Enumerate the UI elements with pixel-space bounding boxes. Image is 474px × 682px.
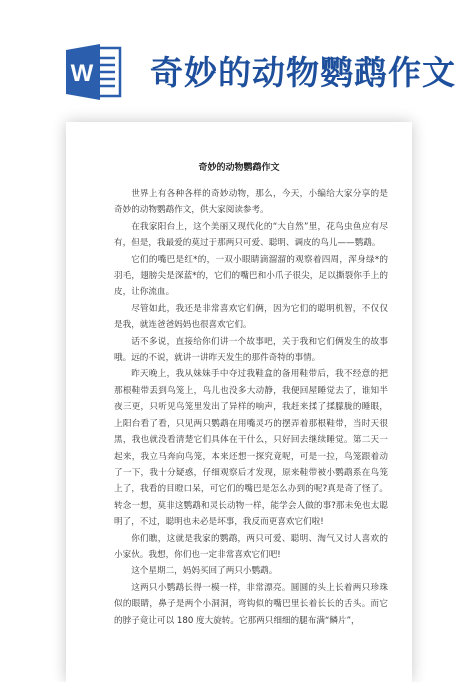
- logo-letter: W: [70, 60, 94, 87]
- paragraph: 这个星期二，妈妈买回了两只小鹦鹉。: [131, 566, 278, 577]
- banner: [0, 0, 474, 120]
- paragraph: 在我家阳台上，这个美丽又现代化的“大自然”里，花鸟虫鱼应有尽有，但是，我最爱的莫过于那两只可爱、聪明、调皮的鸟儿——鹦鹉。: [114, 221, 388, 249]
- document-page: [66, 122, 412, 682]
- paragraph: 这两只小鹦鹉长得一模一样，非常漂亮。圆圆的头上长着两只珍珠似的眼睛，鼻子是两个小洞洞，弯钩似的嘴巴里长着长长的舌头。而它的脖子竟让可以 180 度大旋转。它那两只细细的腿布满“鳞片”，: [114, 582, 388, 626]
- paragraph: 尽管如此，我还是非常喜欢它们俩，因为它们的聪明机智，不仅仅是我，就连爸爸妈妈也很喜欢它们。: [114, 303, 388, 331]
- paragraph: 它们的嘴巴是红*的，一双小眼睛滴溜溜的观察着四周，浑身绿*的羽毛，翅膀尖是深蓝*的，它们的嘴巴和小爪子很尖，足以撕裂你手上的皮，让你流血。: [114, 254, 388, 298]
- paragraph: 世界上有各种各样的奇妙动物，那么，今天，小编给大家分享的是奇妙的动物鹦鹉作文，供大家阅读参考。: [114, 189, 388, 216]
- paragraph: 话不多说，直接给你们讲一个故事吧，关于我和它们俩发生的故事哦。远的不说，就讲一讲昨天发生的那件奇特的事情。: [114, 336, 388, 364]
- paragraph: 你们瞧，这就是我家的鹦鹉，两只可爱、聪明、淘气又讨人喜欢的小家伙。我想，你们也一定非常喜欢它们吧!: [114, 533, 388, 560]
- document-body: [114, 186, 388, 629]
- paragraph: 昨天晚上，我从妹妹手中夺过我鞋盒的备用鞋带后，我不经意的把那根鞋带丢到鸟笼上，鸟儿也没多大动静，我便回屋睡觉去了，谁知半夜三更，只听见鸟笼里发出了异样的响声，我赶来揉了揉朦胧的睡眼，上阳台看了看，只见两只鹦鹉在用嘴灵巧的摆弄着那根鞋带，当时天很黑，我也就没看清楚它们具体在干什么，只好回去继续睡觉。第二天一起来，我立马奔向鸟笼，本来还想一探究竟呢，可是一拉，鸟笼跟着动了一下，我十分疑惑，仔细观察后才发现，原来鞋带被小鹦鹉系在鸟笼上了，我看的目瞪口呆，可它们的嘴巴是怎么办到的呢?真是奇了怪了。转念一想，莫非这鹦鹉和灵长动物一样，能学会人做的事?那未免也太聪明了，不过，聪明也未必是坏事，我反而更喜欢它们啦!: [114, 369, 388, 528]
- word-document-icon: [66, 42, 124, 102]
- document-title: 奇妙的动物鹦鹉作文: [198, 163, 280, 173]
- banner-title: 奇妙的动物鹦鹉作文: [150, 53, 456, 92]
